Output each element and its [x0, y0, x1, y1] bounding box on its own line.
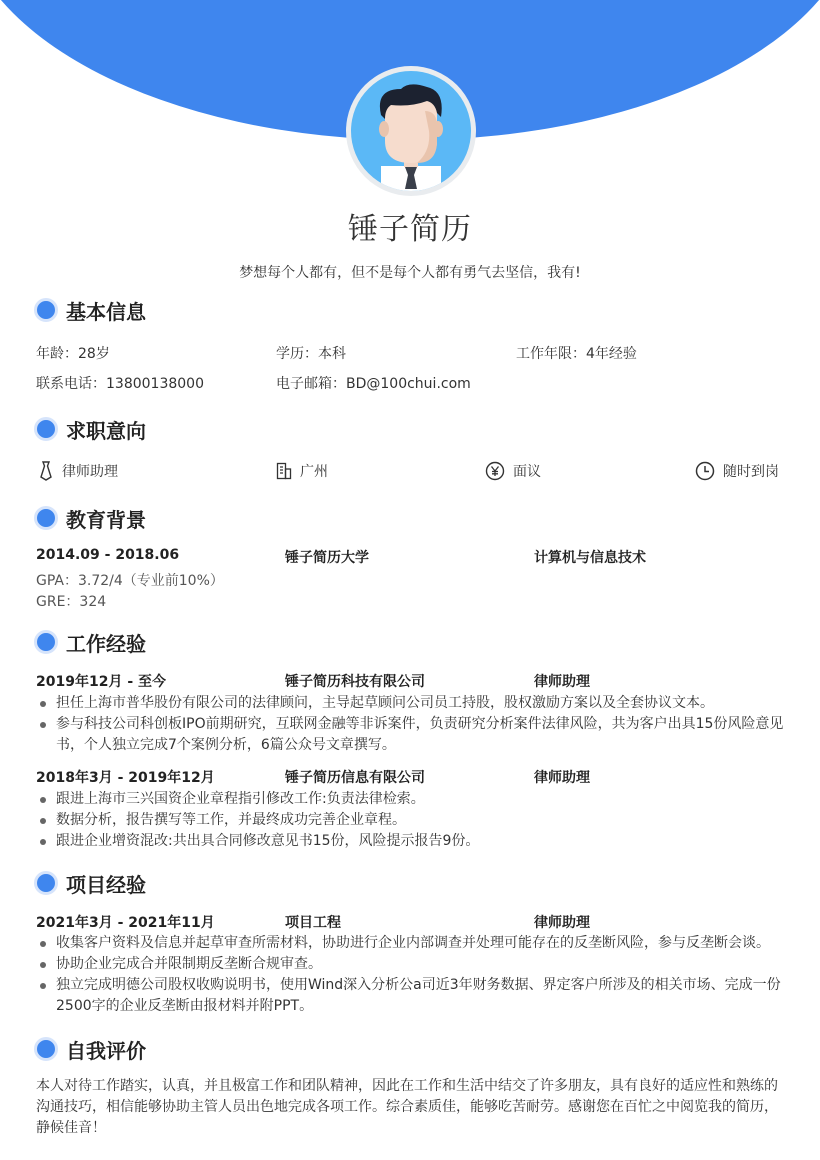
avatar: [346, 66, 476, 196]
job-period: 2019年12月 - 至今: [36, 674, 167, 690]
basic-age: 年龄：28岁: [36, 346, 110, 362]
job-bullet: 担任上海市普华股份有限公司的法律顾问，主导起草顾问公司员工持股，股权激励方案以及全套协议文本。: [38, 693, 786, 714]
basic-email: 电子邮箱：BD@100chui.com: [276, 376, 471, 392]
education-major: 计算机与信息技术: [534, 550, 646, 566]
project-role: 律师助理: [534, 915, 590, 931]
section-work-title: 工作经验: [34, 629, 146, 655]
intent-city: 广州: [276, 461, 328, 481]
section-project-title: 项目经验: [34, 870, 146, 896]
project-name: 项目工程: [285, 915, 341, 931]
building-icon: [276, 462, 292, 480]
project-bullet: 协助企业完成合并限制期反垄断合规审查。: [38, 954, 786, 975]
job-role: 律师助理: [534, 674, 590, 690]
education-gre: GRE：324: [36, 594, 107, 610]
basic-experience: 工作年限：4年经验: [516, 346, 637, 362]
section-dot-icon: [34, 298, 58, 322]
project-bullet: 收集客户资料及信息并起草审查所需材料，协助进行企业内部调查并处理可能存在的反垄断风险，参与反垄断会谈。: [38, 933, 786, 954]
basic-phone: 联系电话：13800138000: [36, 376, 204, 392]
resume-name: 锤子简历: [348, 212, 472, 247]
intent-availability: 随时到岗: [695, 461, 779, 481]
clock-icon: [695, 461, 715, 481]
education-gpa: GPA：3.72/4（专业前10%）: [36, 573, 224, 589]
section-basic-title: 基本信息: [34, 297, 146, 323]
job-company: 锤子简历科技有限公司: [285, 674, 425, 690]
job-role: 律师助理: [534, 770, 590, 786]
job-period: 2018年3月 - 2019年12月: [36, 770, 215, 786]
basic-education: 学历：本科: [276, 346, 346, 362]
section-dot-icon: [34, 1037, 58, 1061]
yen-icon: [485, 461, 505, 481]
section-education-title: 教育背景: [34, 505, 146, 531]
tie-icon: [38, 461, 54, 481]
job-bullet: 跟进企业增资混改:共出具合同修改意见书15份，风险提示报告9份。: [38, 831, 786, 852]
job-bullet: 数据分析，报告撰写等工作，并最终成功完善企业章程。: [38, 810, 786, 831]
project-period: 2021年3月 - 2021年11月: [36, 915, 215, 931]
education-period: 2014.09 - 2018.06: [36, 547, 180, 563]
intent-salary: 面议: [485, 461, 541, 481]
section-intent-title: 求职意向: [34, 416, 146, 442]
job-company: 锤子简历信息有限公司: [285, 770, 425, 786]
section-dot-icon: [34, 630, 58, 654]
intent-position: 律师助理: [38, 461, 118, 481]
section-dot-icon: [34, 417, 58, 441]
section-self-title: 自我评价: [34, 1036, 146, 1062]
job-bullet: 跟进上海市三兴国资企业章程指引修改工作:负责法律检索。: [38, 789, 786, 810]
section-dot-icon: [34, 506, 58, 530]
section-dot-icon: [34, 871, 58, 895]
self-evaluation-text: 本人对待工作踏实，认真，并且极富工作和团队精神，因此在工作和生活中结交了许多朋友，具有良好的适应性和熟练的沟通技巧，相信能够协助主管人员出色地完成各项工作。综合素质佳，能够吃苦耐劳。感谢您在百忙之中阅览我的简历，静候佳音！: [36, 1078, 778, 1136]
education-school: 锤子简历大学: [285, 550, 369, 566]
project-bullet: 独立完成明德公司股权收购说明书，使用Wind深入分析公a司近3年财务数据、界定客户所涉及的相关市场、完成一份2500字的企业反垄断由报材料并附PPT。: [38, 975, 786, 1017]
job-bullet: 参与科技公司科创板IPO前期研究，互联网金融等非诉案件，负责研究分析案件法律风险，共为客户出具15份风险意见书，个人独立完成7个案例分析，6篇公众号文章撰写。: [38, 714, 786, 756]
motto: 梦想每个人都有，但不是每个人都有勇气去坚信，我有!: [239, 265, 581, 281]
avatar-illustration-icon: [351, 71, 471, 191]
